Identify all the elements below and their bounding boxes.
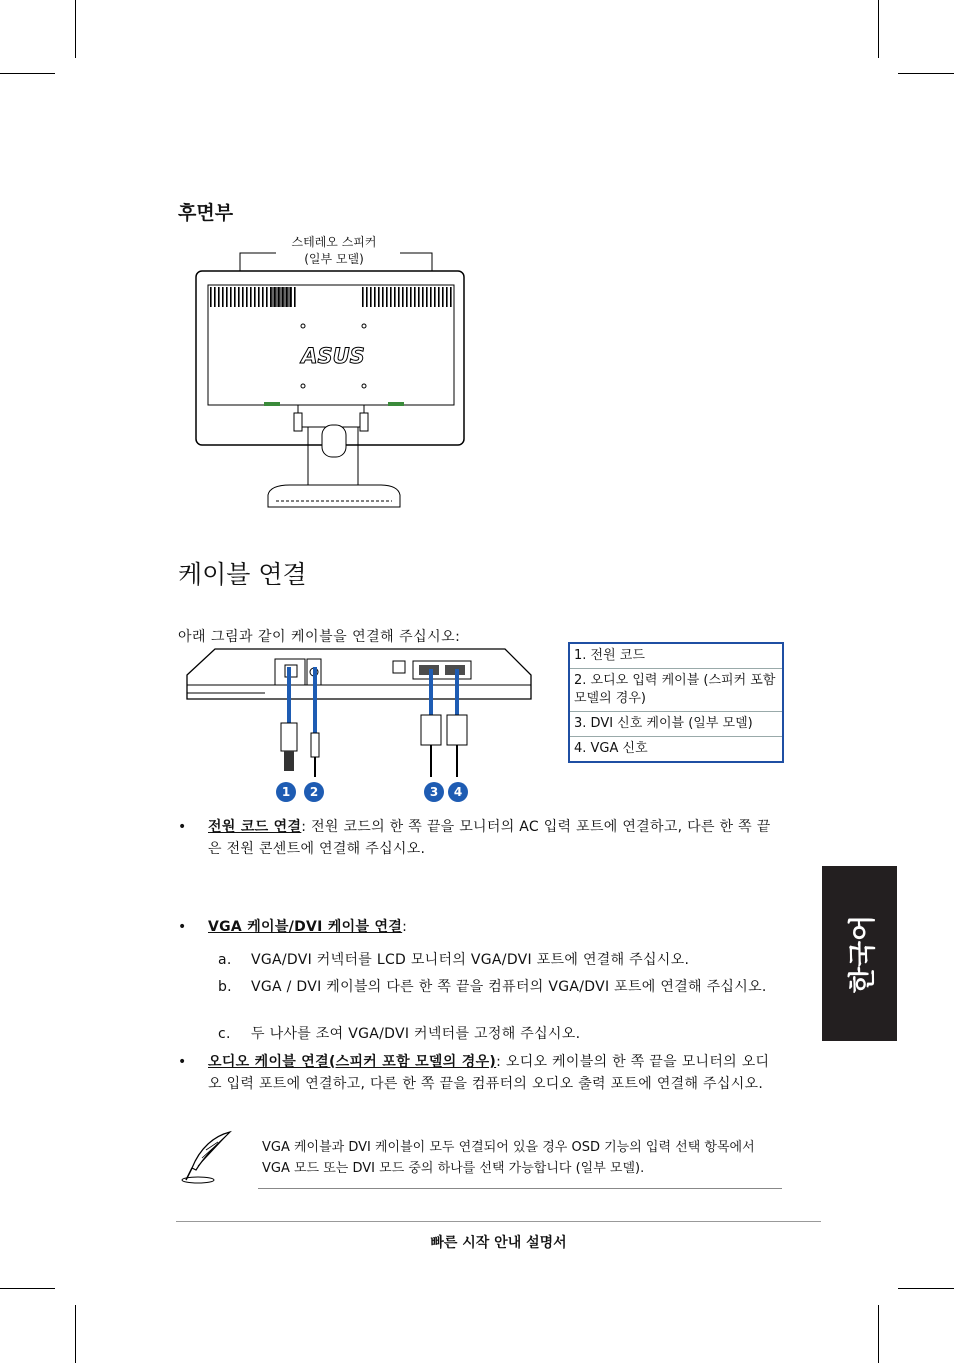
footer-title: 빠른 시작 안내 설명서 <box>430 1235 567 1251</box>
legend-item: 2. 오디오 입력 케이블 (스피커 포함 모델의 경우) <box>570 669 782 712</box>
asus-logo: ASUS <box>301 344 365 368</box>
audio-text: : 오디오 케이블의 한 쪽 끝을 모니터의 오디오 입력 포트에 연결하고, 다른 한 쪽 끝을 컴퓨터의 오디오 출력 포트에 연결해 주십시오. <box>208 1054 770 1092</box>
bullet-power: • 전원 코드 연결: 전원 코드의 한 쪽 끝을 모니터의 AC 입력 포트에 연결하고, 다른 한 쪽 끝은 전원 콘센트에 연결해 주십시오. <box>178 819 771 857</box>
footer-divider <box>176 1221 821 1222</box>
cable-legend-box <box>568 642 784 763</box>
audio-title: 오디오 케이블 연결(스피커 포함 모델의 경우) <box>208 1054 497 1070</box>
legend-item: 3. DVI 신호 케이블 (일부 모델) <box>570 712 782 737</box>
language-side-tab <box>822 866 897 1041</box>
rear-section-title: 후면부 <box>178 202 234 224</box>
cable-intro-text: 아래 그림과 같이 케이블을 연결해 주십시오: <box>178 629 461 645</box>
crop-mark <box>75 1305 76 1363</box>
cable-number-1: 1 <box>276 782 296 802</box>
legend-item: 4. VGA 신호 <box>574 741 648 756</box>
cable-section-title: 케이블 연결 <box>178 560 307 589</box>
substep-a: a. VGA/DVI 커넥터를 LCD 모니터의 VGA/DVI 포트에 연결해 주십시오. <box>218 952 690 968</box>
cable-number-3: 3 <box>424 782 444 802</box>
crop-mark <box>0 1288 55 1289</box>
bullet-audio: • 오디오 케이블 연결(스피커 포함 모델의 경우): 오디오 케이블의 한 쪽 끝을 모니터의 오디오 입력 포트에 연결하고, 다른 한 쪽 끝을 컴퓨터의 오디오 출력 포트에 연결해 주십시오. <box>178 1054 770 1092</box>
substep-c: c. 두 나사를 조여 VGA/DVI 커넥터를 고정해 주십시오. <box>218 1026 581 1042</box>
bullet-vga: • VGA 케이블/DVI 케이블 연결: <box>178 919 408 935</box>
crop-mark <box>878 1305 879 1363</box>
note-text: VGA 케이블과 DVI 케이블이 모두 연결되어 있을 경우 OSD 기능의 입력 선택 항목에서 VGA 모드 또는 DVI 모드 중의 하나를 선택 가능합니다 (일부 모델). <box>262 1140 755 1176</box>
substep-b: b. VGA / DVI 케이블의 다른 한 쪽 끝을 컴퓨터의 VGA/DVI 포트에 연결해 주십시오. <box>218 979 767 995</box>
speaker-caption-line2: (일부 모델) <box>304 252 364 266</box>
vga-text: : <box>402 919 408 935</box>
note-divider <box>258 1188 782 1189</box>
vga-title: VGA 케이블/DVI 케이블 연결 <box>208 919 403 935</box>
crop-mark <box>75 0 76 58</box>
cable-connection-illustration <box>185 645 535 785</box>
cable-number-4: 4 <box>448 782 468 802</box>
speaker-caption-line1: 스테레오 스피커 <box>291 235 377 249</box>
crop-mark <box>898 73 954 74</box>
language-tab-label: 한국어 <box>847 914 878 993</box>
crop-mark <box>878 0 879 58</box>
power-title: 전원 코드 연결 <box>208 819 302 835</box>
feather-pen-icon <box>178 1128 238 1186</box>
crop-mark <box>0 73 55 74</box>
crop-mark <box>898 1288 954 1289</box>
legend-item: 1. 전원 코드 <box>570 644 782 669</box>
cable-number-2: 2 <box>304 782 324 802</box>
power-text: : 전원 코드의 한 쪽 끝을 모니터의 AC 입력 포트에 연결하고, 다른 한 쪽 끝은 전원 콘센트에 연결해 주십시오. <box>208 819 771 857</box>
monitor-rear-illustration <box>190 245 480 515</box>
